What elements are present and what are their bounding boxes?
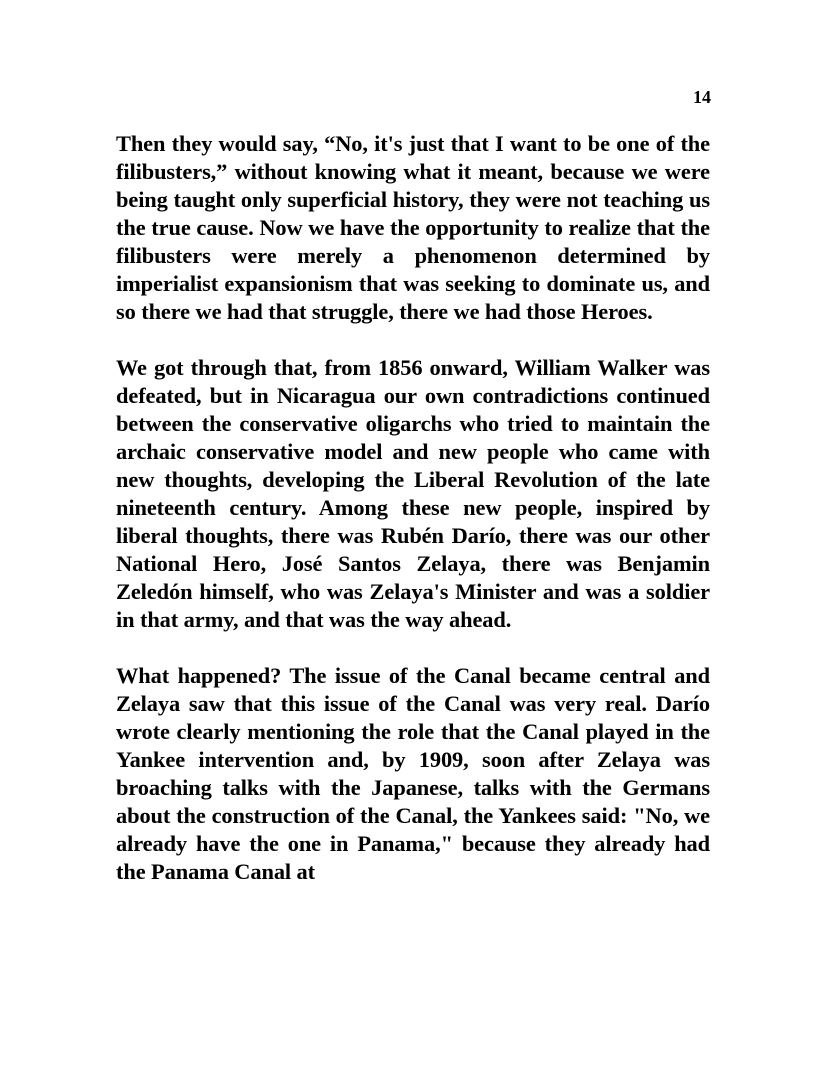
paragraph-2: We got through that, from 1856 onward, William Walker was defeated, but in Nicaragua our own contradictions continued between the conservative oligarchs who tried to maintain the archaic conservative model and new people who came with new thoughts, developing the Liberal Revolution of the late nineteenth century. Among these new people, inspired by liberal thoughts, there was Rubén Darío, there was our other National Hero, José Santos Zelaya, there was Benjamin Zeledón himself, who was Zelaya's Minister and was a soldier in that army, and that was the way ahead. xyxy=(116,355,710,632)
page-number: 14 xyxy=(693,87,711,107)
paragraph-3: What happened? The issue of the Canal became central and Zelaya saw that this issue of the Canal was very real. Darío wrote clearly mentioning the role that the Canal played in the Yankee intervention and, by 1909, soon after Zelaya was broaching talks with the Japanese, talks with the Germans about the construction of the Canal, the Yankees said: "No, we already have the one in Panama," because they already had the Panama Canal at xyxy=(116,663,710,884)
body-text xyxy=(116,130,710,914)
paragraph-1: Then they would say, “No, it's just that I want to be one of the filibusters,” without knowing what it meant, because we were being taught only superficial history, they were not teaching us the true cause. Now we have the opportunity to realize that the filibusters were merely a phenomenon determined by imperialist expansionism that was seeking to dominate us, and so there we had that struggle, there we had those Heroes. xyxy=(116,131,710,324)
